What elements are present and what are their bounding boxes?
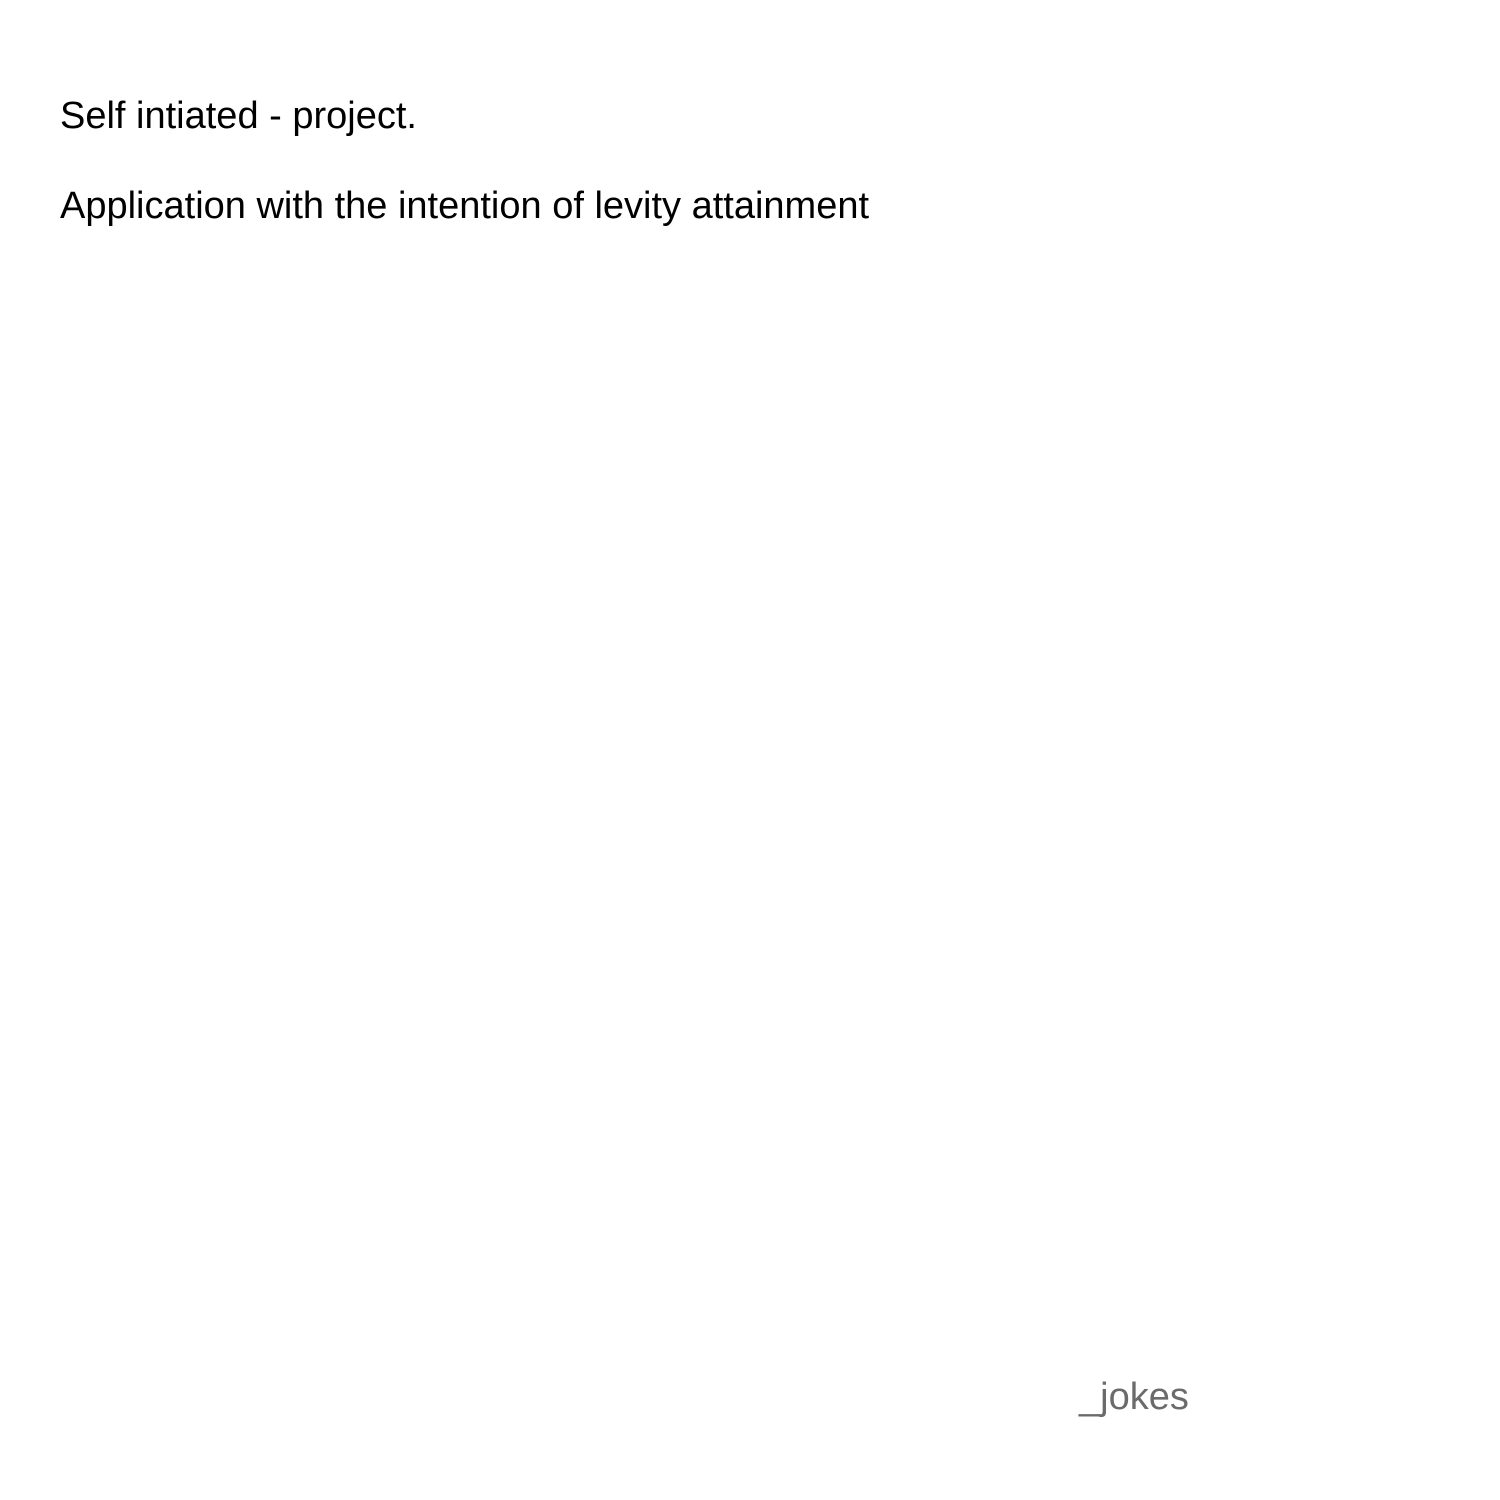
project-description: Application with the intention of levity attainment <box>60 185 870 227</box>
footer-tag: _jokes <box>1079 1376 1189 1418</box>
project-heading: Self intiated - project. <box>60 95 417 137</box>
